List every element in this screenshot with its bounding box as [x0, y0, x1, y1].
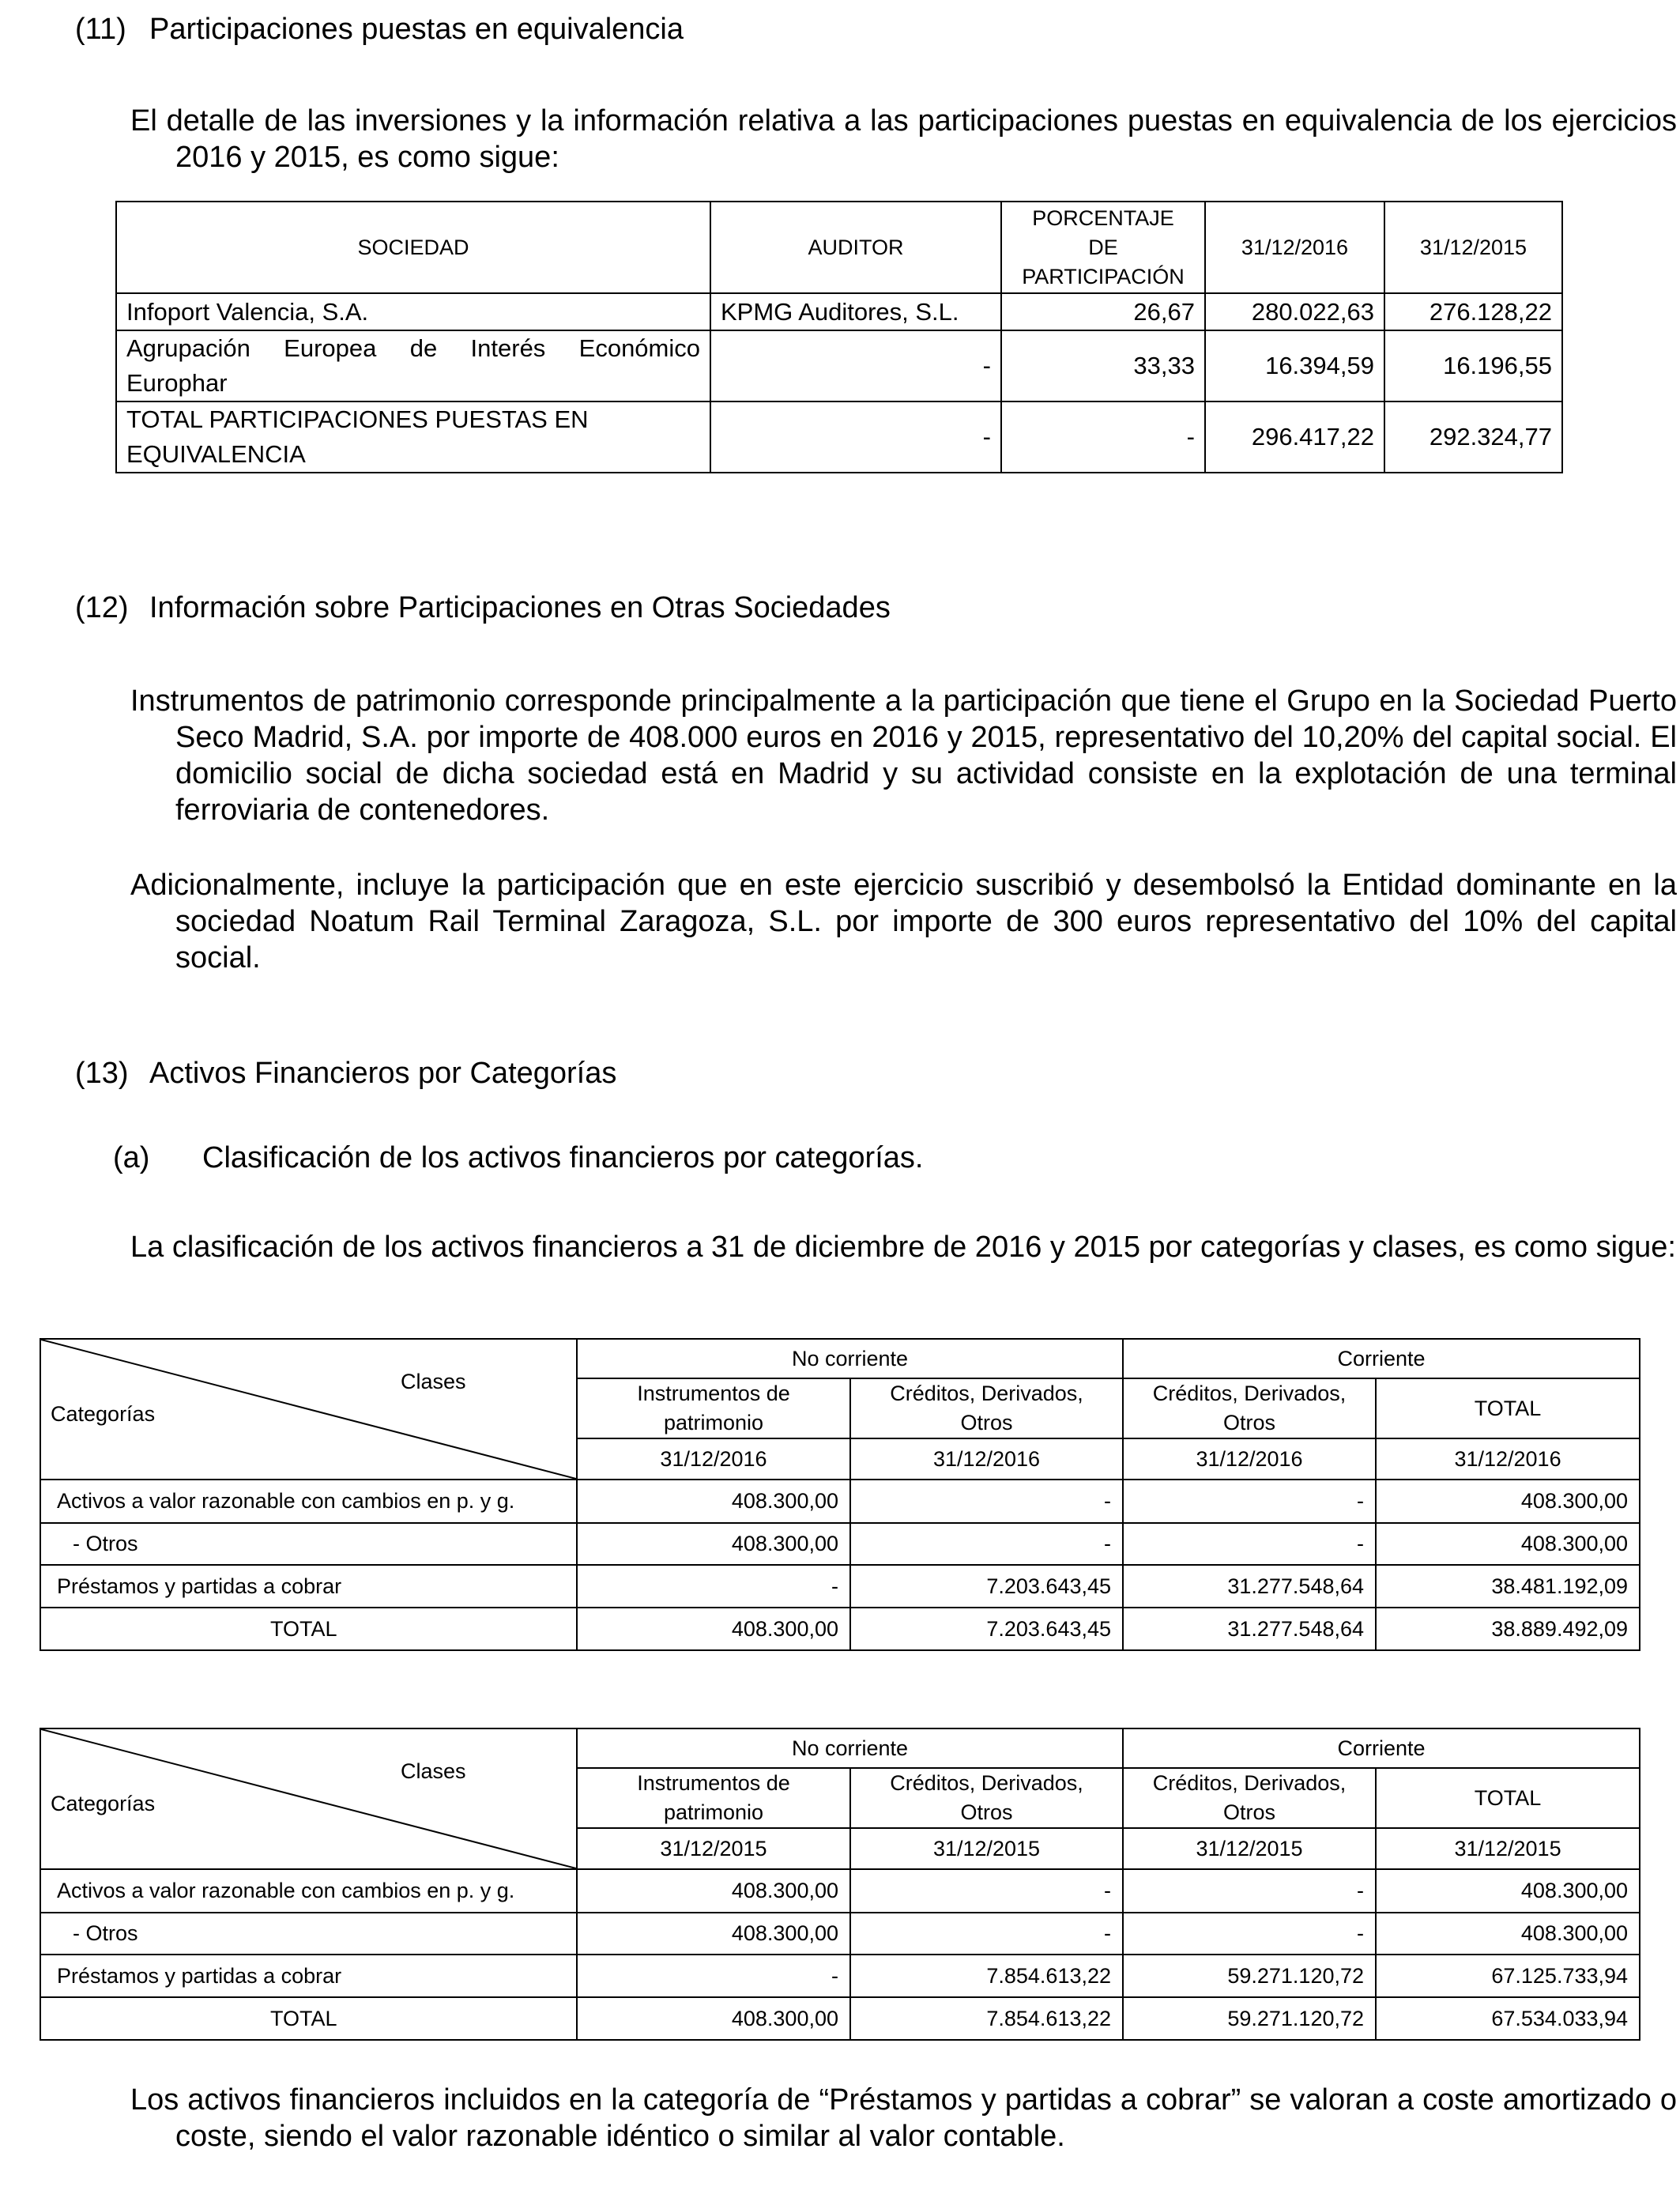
header-line: Otros [1223, 1411, 1276, 1434]
section-11-heading [75, 11, 684, 47]
value-creditos-nc: - [850, 1523, 1123, 1565]
header-line: Créditos, Derivados, [1152, 1771, 1347, 1795]
corriente-header: Corriente [1123, 1728, 1640, 1768]
header-line: Otros [1223, 1800, 1276, 1824]
section-title: Activos Financieros por Categorías [149, 1057, 617, 1090]
value-instrumentos: - [577, 1955, 850, 1997]
col-header-2016: 31/12/2016 [1205, 202, 1384, 293]
value-creditos-c: - [1123, 1869, 1376, 1913]
percentage: - [1001, 401, 1205, 473]
date-header: 31/12/2016 [1123, 1438, 1376, 1480]
col-header-porcentaje [1001, 202, 1205, 293]
company-name: TOTAL PARTICIPACIONES PUESTAS EN EQUIVALENCIA [116, 401, 710, 473]
header-line: Créditos, Derivados, [1152, 1382, 1347, 1405]
value-instrumentos: 408.300,00 [577, 1608, 850, 1650]
header-line: Créditos, Derivados, [890, 1382, 1083, 1405]
date-header: 31/12/2015 [1123, 1828, 1376, 1869]
value-2016: 16.394,59 [1205, 330, 1384, 401]
company-name: Infoport Valencia, S.A. [116, 293, 710, 330]
row-label: - Otros [40, 1523, 577, 1565]
value-creditos-c: - [1123, 1480, 1376, 1523]
categorias-label: Categorías [51, 1792, 156, 1815]
date-header: 31/12/2015 [850, 1828, 1123, 1869]
value-2015: 292.324,77 [1384, 401, 1562, 473]
section-13-closing: Los activos financieros incluidos en la categoría de “Préstamos y partidas a cobrar” se valoran a coste amortizado o coste, siendo el valor razonable idéntico o similar al valor contable. [130, 2083, 1677, 2153]
header-line: Créditos, Derivados, [890, 1771, 1083, 1795]
date-header: 31/12/2015 [577, 1828, 850, 1869]
financial-assets-table-2016 [40, 1338, 1640, 1651]
table-row [40, 1523, 1640, 1565]
value-total: 38.889.492,09 [1376, 1608, 1640, 1650]
value-instrumentos: 408.300,00 [577, 1997, 850, 2040]
header-line: patrimonio [663, 1800, 764, 1824]
section-title: Información sobre Participaciones en Otras Sociedades [149, 591, 891, 624]
table-row [116, 293, 1562, 330]
diagonal-header-cell [40, 1339, 577, 1480]
table-total-row [40, 1997, 1640, 2040]
categorias-label: Categorías [51, 1402, 156, 1426]
auditor-name: - [710, 330, 1001, 401]
value-creditos-c: 59.271.120,72 [1123, 1955, 1376, 1997]
creditos-nc-header [850, 1768, 1123, 1828]
value-creditos-nc: - [850, 1869, 1123, 1913]
subsection-a-letter: (a) [113, 1141, 150, 1174]
row-label: Activos a valor razonable con cambios en p. y g. [40, 1480, 577, 1523]
section-number: (11) [75, 13, 126, 46]
value-total: 408.300,00 [1376, 1480, 1640, 1523]
table-row [40, 1869, 1640, 1913]
value-2015: 16.196,55 [1384, 330, 1562, 401]
col-header-2015: 31/12/2015 [1384, 202, 1562, 293]
no-corriente-header: No corriente [577, 1339, 1123, 1378]
value-creditos-nc: 7.203.643,45 [850, 1565, 1123, 1608]
value-creditos-c: - [1123, 1523, 1376, 1565]
value-creditos-c: 59.271.120,72 [1123, 1997, 1376, 2040]
section-number: (12) [75, 591, 129, 624]
value-instrumentos: 408.300,00 [577, 1913, 850, 1955]
col-header-auditor: AUDITOR [710, 202, 1001, 293]
percentage: 26,67 [1001, 293, 1205, 330]
table-row [116, 330, 1562, 401]
header-line: Instrumentos de [637, 1771, 790, 1795]
creditos-nc-header [850, 1378, 1123, 1438]
section-13-heading [75, 1055, 616, 1091]
date-header: 31/12/2016 [577, 1438, 850, 1480]
col-header-sociedad: SOCIEDAD [116, 202, 710, 293]
auditor-name: - [710, 401, 1001, 473]
value-creditos-nc: - [850, 1913, 1123, 1955]
header-line: patrimonio [663, 1411, 764, 1434]
no-corriente-header: No corriente [577, 1728, 1123, 1768]
value-2016: 280.022,63 [1205, 293, 1384, 330]
table-total-row [116, 401, 1562, 473]
instrumentos-header [577, 1378, 850, 1438]
value-total: 38.481.192,09 [1376, 1565, 1640, 1608]
value-instrumentos: 408.300,00 [577, 1523, 850, 1565]
table-row [40, 1565, 1640, 1608]
financial-assets-table-2015 [40, 1728, 1640, 2041]
creditos-c-header [1123, 1768, 1376, 1828]
date-header: 31/12/2016 [1376, 1438, 1640, 1480]
clases-label: Clases [401, 1759, 466, 1783]
auditor-name: KPMG Auditores, S.L. [710, 293, 1001, 330]
value-creditos-c: 31.277.548,64 [1123, 1565, 1376, 1608]
section-11-intro: El detalle de las inversiones y la información relativa a las participaciones puestas en equivalencia de los ejercicios 2016 y 2015, es como sigue: [130, 104, 1677, 174]
value-creditos-nc: 7.854.613,22 [850, 1955, 1123, 1997]
table-header-row [40, 1339, 1640, 1378]
value-instrumentos: 408.300,00 [577, 1480, 850, 1523]
section-13-intro: La clasificación de los activos financieros a 31 de diciembre de 2016 y 2015 por categorías y clases, es como sigue: [130, 1231, 1676, 1264]
value-creditos-c: - [1123, 1913, 1376, 1955]
total-header: TOTAL [1376, 1378, 1640, 1438]
table-row [40, 1913, 1640, 1955]
creditos-c-header [1123, 1378, 1376, 1438]
row-label: Préstamos y partidas a cobrar [40, 1955, 577, 1997]
value-creditos-c: 31.277.548,64 [1123, 1608, 1376, 1650]
value-2015: 276.128,22 [1384, 293, 1562, 330]
date-header: 31/12/2016 [850, 1438, 1123, 1480]
clases-label: Clases [401, 1370, 466, 1393]
total-header: TOTAL [1376, 1768, 1640, 1828]
row-label: Préstamos y partidas a cobrar [40, 1565, 577, 1608]
table-row [40, 1955, 1640, 1997]
header-line: Otros [960, 1800, 1013, 1824]
table-header-row [40, 1728, 1640, 1768]
table-total-row [40, 1608, 1640, 1650]
value-instrumentos: - [577, 1565, 850, 1608]
value-total: 67.534.033,94 [1376, 1997, 1640, 2040]
value-total: 67.125.733,94 [1376, 1955, 1640, 1997]
value-creditos-nc: - [850, 1480, 1123, 1523]
section-12-paragraph-2: Adicionalmente, incluye la participación que en este ejercicio suscribió y desembolsó la Entidad dominante en la sociedad Noatum Rail Terminal Zaragoza, S.L. por importe de 300 euros representativo del 10% del capital social. [130, 869, 1677, 974]
row-label: Activos a valor razonable con cambios en p. y g. [40, 1869, 577, 1913]
header-line: Instrumentos de [637, 1382, 790, 1405]
value-total: 408.300,00 [1376, 1913, 1640, 1955]
company-name: Agrupación Europea de Interés Económico Europhar [116, 330, 710, 401]
diagonal-header-cell [40, 1728, 577, 1869]
section-number: (13) [75, 1057, 129, 1090]
value-total: 408.300,00 [1376, 1523, 1640, 1565]
equity-investments-table [115, 201, 1563, 473]
value-creditos-nc: 7.854.613,22 [850, 1997, 1123, 2040]
header-line: DE [1088, 235, 1118, 259]
row-label: TOTAL [40, 1608, 577, 1650]
instrumentos-header [577, 1768, 850, 1828]
row-label: TOTAL [40, 1997, 577, 2040]
value-creditos-nc: 7.203.643,45 [850, 1608, 1123, 1650]
value-instrumentos: 408.300,00 [577, 1869, 850, 1913]
section-12-paragraph-1: Instrumentos de patrimonio corresponde principalmente a la participación que tiene el Grupo en la Sociedad Puerto Seco Madrid, S.A. por importe de 408.000 euros en 2016 y 2015, representativo del 10,20% del capital social. El domicilio social de dicha sociedad está en Madrid y su actividad consiste en la explotación de una terminal ferroviaria de contenedores. [130, 684, 1677, 827]
value-total: 408.300,00 [1376, 1869, 1640, 1913]
header-line: PARTICIPACIÓN [1022, 264, 1185, 288]
percentage: 33,33 [1001, 330, 1205, 401]
row-label: - Otros [40, 1913, 577, 1955]
table-row [40, 1480, 1640, 1523]
corriente-header: Corriente [1123, 1339, 1640, 1378]
section-12-heading [75, 590, 891, 626]
value-2016: 296.417,22 [1205, 401, 1384, 473]
date-header: 31/12/2015 [1376, 1828, 1640, 1869]
header-line: Otros [960, 1411, 1013, 1434]
header-line: PORCENTAJE [1032, 205, 1174, 230]
section-title: Participaciones puestas en equivalencia [149, 13, 684, 46]
subsection-a-title: Clasificación de los activos financieros por categorías. [202, 1141, 924, 1174]
table-header-row [116, 202, 1562, 293]
